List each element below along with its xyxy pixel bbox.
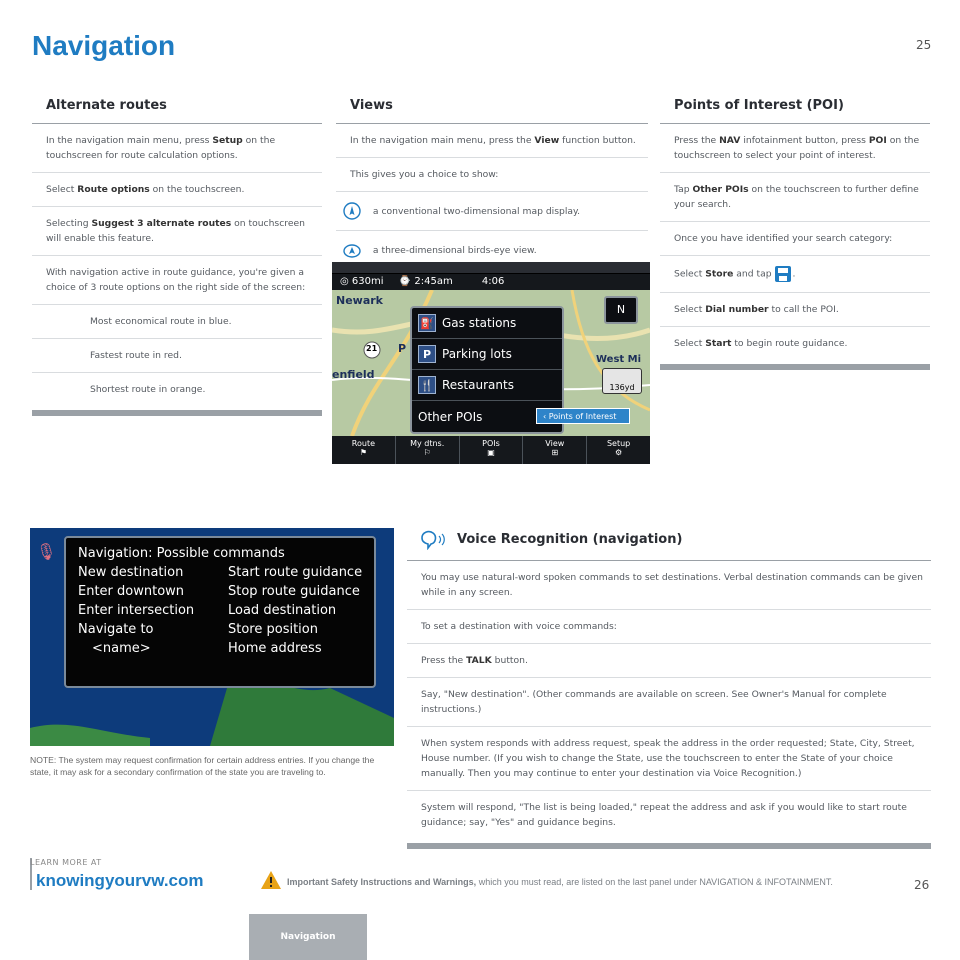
safety-notice: Important Safety Instructions and Warnings, which you must read, are listed on the last panel under NAVIGATION & INFOTAINMENT. <box>287 877 833 887</box>
menu-item-restaurants[interactable]: 🍴 Restaurants <box>412 370 562 401</box>
poi-row-5: Select Start to begin route guidance. <box>674 338 848 349</box>
route-button[interactable]: Route ⚑ <box>332 436 396 464</box>
poi-row-3: Select Store and tap . <box>660 256 930 293</box>
voice-row-1: To set a destination with voice commands: <box>407 610 931 644</box>
voice-row-3: Say, "New destination". (Other commands are available on screen. See Owner's Manual for complete instructions.) <box>407 678 931 727</box>
voice-commands-screen <box>30 528 394 746</box>
confirmation-note: NOTE: The system may request confirmation for certain address entries. If you change the state, it may ask for a secondary confirmation of the state you are traveling to. <box>30 755 375 777</box>
vr-command: Home address <box>228 641 322 656</box>
globe-icon: ◎ <box>340 276 349 287</box>
poi-section <box>660 98 930 370</box>
menu-item-other-pois[interactable]: Other POIs <box>418 409 483 424</box>
poi-row-0: Press the NAV infotainment button, press POI on the touchscreen to select your point of interest. <box>660 124 930 173</box>
gear-icon: ⚙ <box>615 448 623 457</box>
alt-row-3: With navigation active in route guidance, you're given a choice of 3 route options on the right side of the screen: <box>32 256 322 305</box>
view-icon: ⊞ <box>551 448 559 457</box>
vr-command: New destination <box>78 565 184 580</box>
alternate-routes-heading: Alternate routes <box>32 98 322 124</box>
poi-row-1: Tap Other POIs on the touchscreen to further define your search. <box>660 173 930 222</box>
vr-commands-panel <box>64 536 376 688</box>
page-number-right: 25 <box>916 38 932 52</box>
flag-icon: ⚑ <box>359 448 367 457</box>
website-link[interactable]: knowingyourvw.com <box>36 871 204 890</box>
vr-command: Stop route guidance <box>228 584 360 599</box>
alt-row-0: In the navigation main menu, press Setup on the touchscreen for route calculation options. <box>32 124 322 173</box>
page-title: Navigation <box>32 30 176 61</box>
gas-station-icon: ⛽ <box>418 314 436 332</box>
poi-icon: ▣ <box>487 448 495 457</box>
vr-panel-title: Navigation: Possible commands <box>78 546 285 561</box>
voice-row-0: You may use natural-word spoken commands to set destinations. Verbal destination commands can be given while in any screen. <box>407 561 931 610</box>
vr-command: Load destination <box>228 603 337 618</box>
my-destinations-button[interactable]: My dtns. ⚐ <box>396 436 460 464</box>
poi-row-2: Once you have identified your search category: <box>660 222 930 256</box>
voice-row-5: System will respond, "The list is being loaded," repeat the address and ask if you would like to start route guidance; say, "Yes" and guidance begins. <box>421 802 907 828</box>
section-end-bar <box>660 364 930 370</box>
page-number-left: 26 <box>914 878 930 892</box>
pois-button[interactable]: POIs ▣ <box>460 436 524 464</box>
views-row-0: In the navigation main menu, press the View function button. <box>336 124 648 158</box>
status-bar: ◎ 630mi ⌚ 2:45am 4:06 <box>332 274 650 290</box>
poi-row-4: Select Dial number to call the POI. <box>660 293 930 327</box>
section-tab-navigation[interactable]: Navigation <box>249 914 367 960</box>
section-end-bar <box>32 410 322 416</box>
alternate-routes-section <box>32 98 322 416</box>
voice-row-4: When system responds with address request, speak the address in the order requested; State, City, Street, House number. (If you wish to change the State, use the touchscreen to enter the State of your choice manually. Then you may continue to enter your destination via Voice Recognition.) <box>407 727 931 791</box>
nav-button-bar <box>332 436 650 464</box>
voice-row-2: Press the TALK button. <box>407 644 931 678</box>
vr-command: <name> <box>92 641 151 656</box>
voice-recognition-icon <box>419 528 449 550</box>
menu-item-parking-lots[interactable]: P Parking lots <box>412 339 562 370</box>
warning-icon <box>260 870 282 890</box>
vr-command: Store position <box>228 622 318 637</box>
views-section <box>336 98 648 269</box>
vr-command: Navigate to <box>78 622 154 637</box>
store-icon <box>774 265 792 283</box>
poi-heading: Points of Interest (POI) <box>660 98 930 124</box>
alt-option-blue: Most economical route in blue. <box>32 305 322 339</box>
vr-command: Enter intersection <box>78 603 195 618</box>
screen-top-bar <box>332 262 650 274</box>
alt-row-2: Selecting Suggest 3 alternate routes on touchscreen will enable this feature. <box>32 207 322 256</box>
views-option-3d: a three-dimensional birds-eye view. <box>336 231 648 269</box>
alt-option-red: Fastest route in red. <box>32 339 322 373</box>
alt-row-1: Select Route options on the touchscreen. <box>32 173 322 207</box>
views-heading: Views <box>336 98 648 124</box>
voice-recognition-section <box>407 528 931 849</box>
microphone-icon: 🎙 <box>36 542 57 561</box>
alt-option-orange: Shortest route in orange. <box>90 384 206 395</box>
section-end-bar <box>407 843 931 849</box>
map-3d-icon <box>342 240 362 260</box>
voice-heading: Voice Recognition (navigation) <box>407 528 931 561</box>
navigation-screen <box>332 262 650 464</box>
menu-item-gas-stations[interactable]: ⛽ Gas stations <box>412 308 562 339</box>
vr-command: Start route guidance <box>228 565 363 580</box>
clock-icon: ⌚ <box>398 276 412 287</box>
destinations-icon: ⚐ <box>423 448 431 457</box>
views-option-2d: a conventional two-dimensional map display. <box>336 192 648 231</box>
compass-button[interactable]: N <box>604 296 638 324</box>
map-2d-icon <box>342 201 362 221</box>
restaurant-icon: 🍴 <box>418 376 436 394</box>
points-of-interest-callout: ‹ Points of Interest <box>536 408 630 424</box>
setup-button[interactable]: Setup ⚙ <box>587 436 650 464</box>
map-area[interactable]: Newark 21 P enfield West Mi 136yd N <box>332 290 650 436</box>
next-turn-box: 136yd <box>602 368 642 394</box>
learn-more-label: LEARN MORE AT <box>30 858 102 867</box>
vr-command: Enter downtown <box>78 584 185 599</box>
views-row-1: This gives you a choice to show: <box>336 158 648 192</box>
view-button[interactable]: View ⊞ <box>523 436 587 464</box>
parking-icon: P <box>418 345 436 363</box>
